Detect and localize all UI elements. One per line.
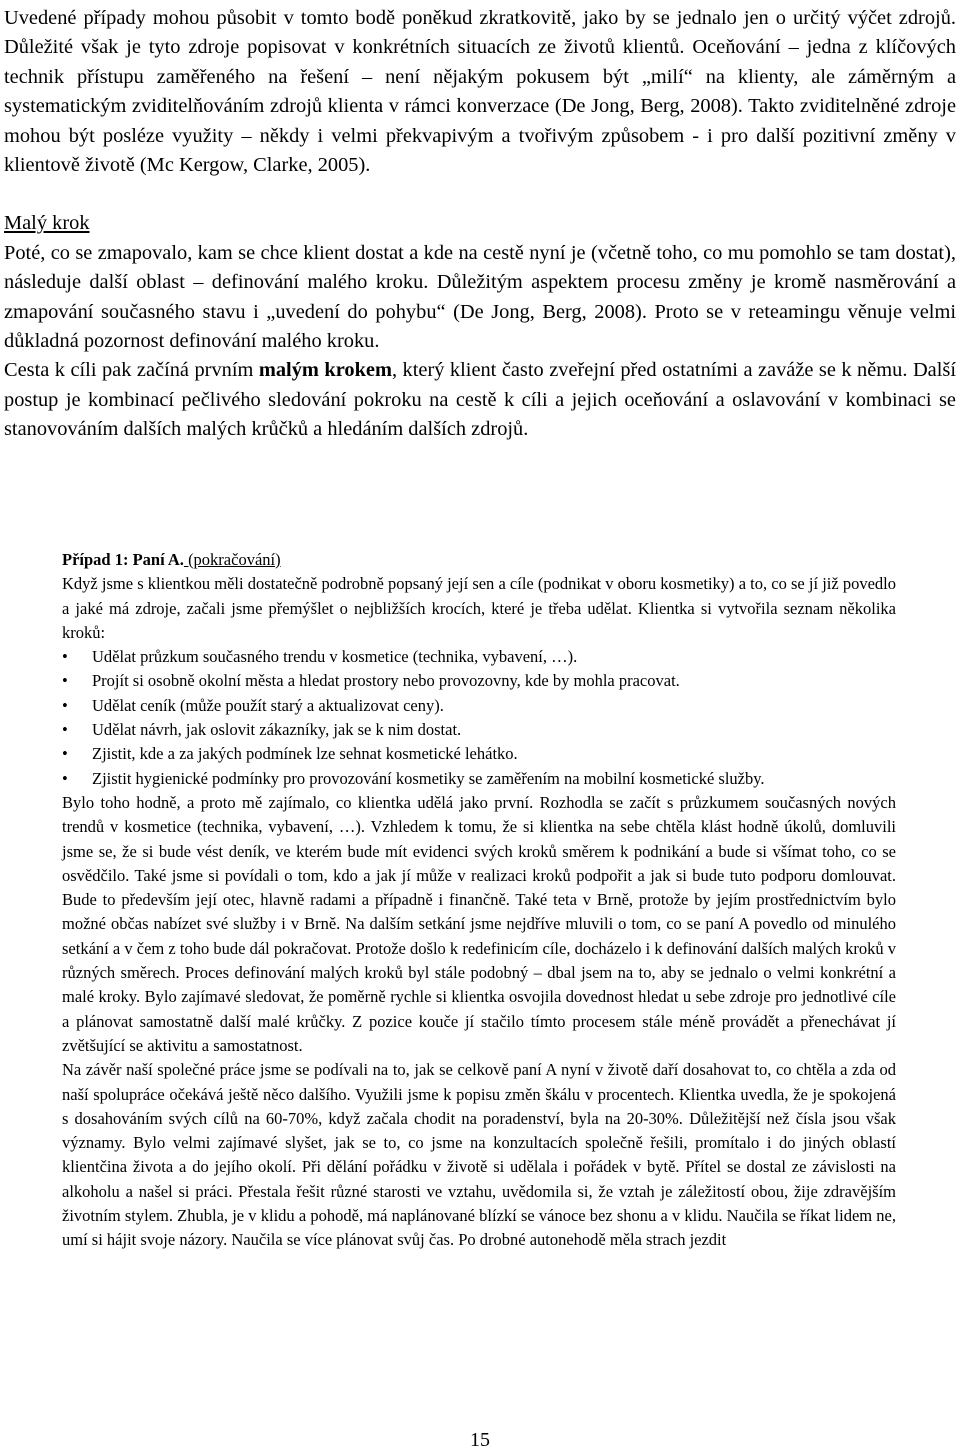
text-run: Cesta k cíli pak začíná prvním (4, 359, 259, 382)
list-item (62, 645, 896, 669)
paragraph-path-to-goal (4, 356, 956, 444)
section-heading-small-step: Malý krok (4, 212, 90, 235)
case-title-bold: Případ 1: Paní A. (62, 550, 184, 569)
case-paragraph-progress: Bylo toho hodně, a proto mě zajímalo, co klientka udělá jako první. Rozhodla se začít s průzkumem současných nových trendů v kosmetice (technika, vybavení, …). Vzhledem k tomu, že si klientka na sebe chtěla klást hodně úkolů, domluvili jsme se, že si bude vést deník, ve kterém bude mít evidenci svých kroků směrem k podnikání a bude si všímat toho, co se osvědčilo. Také jsme si povídali o tom, kdo a jak jí může v realizaci kroků podpořit a jak si bude tuto podporu domlouvat. Bude to především její otec, hlavně radami a případně i finančně. Také teta v Brně, protože by jejím prostřednictvím bylo možné občas nabízet své služby i v Brně. Na dalším setkání jsme nejdříve mluvili o tom, co se paní A povedlo od minulého setkání a v čem z toho bude dál pokračovat. Protože došlo k redefinicím cíle, docházelo i k definování dalších malých kroků v různých směrech. Proces definování malých kroků byl stále podobný – dbal jsem na to, aby se jednalo o velmi konkrétní a malé kroky. Bylo zajímavé sledovat, že poměrně rychle si klientka osvojila dovednost hledat u sebe zdroje pro jednotlivé cíle a plánovat samostatně další malé krůčky. Z pozice kouče jí stačilo tímto procesem stále méně provádět a přenechávat jí zvětšující se aktivitu a samostatnost. (62, 792, 896, 1055)
list-item (62, 767, 896, 791)
list-item-text: Zjistit, kde a za jakých podmínek lze sehnat kosmetické lehátko. (92, 744, 518, 764)
list-item-text: Zjistit hygienické podmínky pro provozování kosmetiky se zaměřením na mobilní kosmetické služby. (92, 768, 765, 788)
text-run: , který klient často zveřejní před ostatními a zaváže se k němu. Další postup je kombinací pečlivého sledování pokroku na cestě k cíli a jejich oceňování a oslavování v kombinaci se stanovováním dalších malých krůčků a hledáním dalších zdrojů. (4, 359, 956, 441)
steps-list (62, 645, 896, 791)
case-title-continuation: (pokračování) (183, 550, 281, 569)
list-item (62, 742, 896, 766)
main-text (4, 4, 956, 445)
paragraph-small-step: Poté, co se zmapovalo, kam se chce klient dostat a kde na cestě nyní je (včetně toho, co mu pomohlo se tam dostat), následuje další oblast – definování malého kroku. Důležitým aspektem procesu změny je kromě nasměrování a zmapování současného stavu i „uvedení do pohybu“ (De Jong, Berg, 2008). Proto se v reteamingu věnuje velmi důkladná pozornost definování malého kroku. (4, 241, 956, 353)
paragraph-resources: Uvedené případy mohou působit v tomto bodě poněkud zkratkovitě, jako by se jednalo jen o určitý výčet zdrojů. Důležité však je tyto zdroje popisovat v konkrétních situacích ze životů klientů. Oceňování – jedna z klíčových technik přístupu zaměřeného na řešení – není nějakým pokusem být „milí“ na klienty, ale záměrným a systematickým zviditelňováním zdrojů klienta v rámci konverzace (De Jong, Berg, 2008). Takto zviditelněné zdroje mohou být posléze využity – někdy i velmi překvapivým a tvořivým způsobem - i pro další pozitivní změny v klientově životě (Mc Kergow, Clarke, 2005). (4, 7, 956, 177)
list-item-text: Projít si osobně okolní města a hledat prostory nebo provozovny, kde by mohla pracovat. (92, 671, 680, 691)
case-study (62, 548, 896, 1253)
bullet-icon: • (62, 720, 68, 740)
list-item-text: Udělat průzkum současného trendu v kosmetice (technika, vybavení, …). (92, 647, 578, 667)
list-item (62, 669, 896, 693)
page-number: 15 (470, 1429, 490, 1451)
bullet-icon: • (62, 768, 68, 788)
list-item (62, 718, 896, 742)
bullet-icon: • (62, 671, 68, 691)
bold-term-small-step: malým krokem (258, 359, 392, 382)
bullet-icon: • (62, 744, 68, 764)
bullet-icon: • (62, 695, 68, 715)
list-item-text: Udělat ceník (může použít starý a aktualizovat ceny). (92, 695, 444, 715)
paragraph-gap (4, 180, 956, 209)
case-title (62, 548, 896, 572)
case-intro: Když jsme s klientkou měli dostatečně podrobně popsaný její sen a cíle (podnikat v oboru kosmetiky) a to, co se jí již povedlo a jaké má zdroje, začali jsme přemýšlet o nejbližších krocích, které je třeba udělat. Klientka si vytvořila seznam několika kroků: (62, 574, 896, 642)
list-item (62, 694, 896, 718)
bullet-icon: • (62, 647, 68, 667)
case-paragraph-conclusion: Na závěr naší společné práce jsme se podívali na to, jak se celkově paní A nyní v životě daří dosahovat to, co chtěla a zda od naší spolupráce očekává ještě něco dalšího. Využili jsme k popisu změn škálu v procentech. Klientka uvedla, že je spokojená s dosahováním svých cílů na 60-70%, když začala chodit na poradenství, byla na 20-30%. Důležitější než čísla jsou však významy. Bylo velmi zajímavé slyšet, jak se to, co jsme na konzultacích společně řešili, promítalo i do jiných oblastí klientčina života a do jejího okolí. Při dělání pořádku v životě si udělala i pořádek v bytě. Přítel se dostal ze závislosti na alkoholu a našel si práci. Přestala řešit různé starosti ve vztahu, uvědomila si, že vztah je záležitostí obou, žije zdravějším životním stylem. Zhubla, je v klidu a pohodě, má naplánované blízkí se vánoce bez shonu a v klidu. Naučila se říkat lidem ne, umí si hájit svoje názory. Naučila se více plánovat svůj čas. Po drobné autonehodě měla strach jezdit (62, 1060, 896, 1250)
list-item-text: Udělat návrh, jak oslovit zákazníky, jak se k nim dostat. (92, 720, 462, 740)
